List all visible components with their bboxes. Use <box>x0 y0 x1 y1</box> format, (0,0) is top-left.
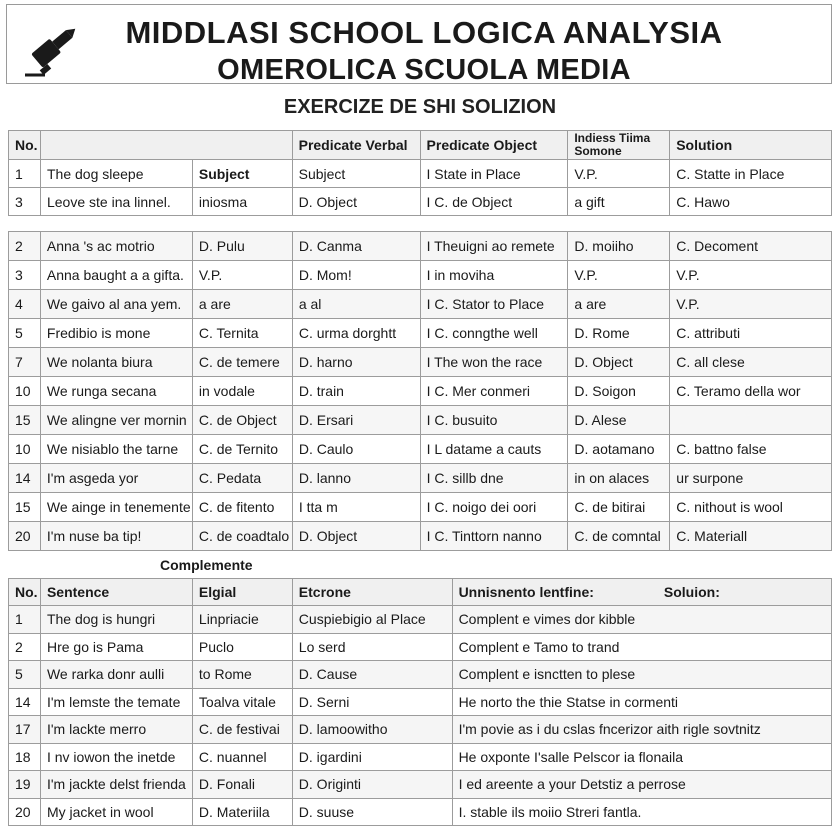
table-cell: D. Cause <box>292 661 452 689</box>
table-row <box>9 188 832 216</box>
table-cell: C. nuannel <box>192 743 292 771</box>
table-cell: We rarka donr aulli <box>40 661 192 689</box>
page-subtitle: EXERCIZE DE SHI SOLIZION <box>283 96 557 118</box>
table-cell: D. aotamano <box>568 435 670 464</box>
column-header: Sentence <box>40 579 192 606</box>
table-cell: D. lanno <box>292 464 420 493</box>
table-cell: 5 <box>9 661 41 689</box>
table-row <box>9 435 832 464</box>
table-cell: I State in Place <box>420 160 568 188</box>
table-cell: I. stable ils moiio Streri fantla. <box>452 798 831 826</box>
table-cell: I'm asgeda yor <box>40 464 192 493</box>
table-cell: V.P. <box>568 160 670 188</box>
table-cell: Cuspiebigio al Place <box>292 606 452 634</box>
table-cell: The dog sleepe <box>40 160 192 188</box>
table-cell: 14 <box>9 688 41 716</box>
table-cell: Lo serd <box>292 633 452 661</box>
table-cell: C. nithout is wool <box>670 493 832 522</box>
table-cell <box>670 406 832 435</box>
page-title: MIDDLASI SCHOOL LOGICA ANALYSIA <box>125 15 723 50</box>
table-row <box>9 232 832 261</box>
table-cell: Hre go is Pama <box>40 633 192 661</box>
table-cell: Complent e isnctten to plese <box>452 661 831 689</box>
table-cell: in vodale <box>192 377 292 406</box>
table-cell: Anna 's ac motrio <box>40 232 192 261</box>
table-cell: a are <box>568 290 670 319</box>
table-row <box>9 522 832 551</box>
table-cell: D. suuse <box>292 798 452 826</box>
table-cell: V.P. <box>670 261 832 290</box>
table-row <box>9 688 832 716</box>
table-cell: 1 <box>9 160 41 188</box>
table-cell: iniosma <box>192 188 292 216</box>
table-cell: Complent e Tamo to trand <box>452 633 831 661</box>
table-cell: C. de coadtalo <box>192 522 292 551</box>
table-cell: C. battno false <box>670 435 832 464</box>
table-cell: I'm lemste the temate <box>40 688 192 716</box>
table-row <box>9 743 832 771</box>
table-row <box>9 771 832 799</box>
table-cell: He norto the thie Statse in cormenti <box>452 688 831 716</box>
table-row <box>9 319 832 348</box>
table-cell: D. lamoowitho <box>292 716 452 744</box>
table-cell: I Theuigni ao remete <box>420 232 568 261</box>
table-row <box>9 716 832 744</box>
table-cell: C. de Ternito <box>192 435 292 464</box>
table-cell: Leove ste ina linnel. <box>40 188 192 216</box>
table-cell: Linpriacie <box>192 606 292 634</box>
table-cell: V.P. <box>192 261 292 290</box>
table-cell: C. Teramo della wor <box>670 377 832 406</box>
table-cell: V.P. <box>670 290 832 319</box>
table-cell: My jacket in wool <box>40 798 192 826</box>
table-cell: I C. conngthe well <box>420 319 568 348</box>
table-cell: D. Originti <box>292 771 452 799</box>
table-cell: 7 <box>9 348 41 377</box>
table-cell: 15 <box>9 493 41 522</box>
table-cell: a al <box>292 290 420 319</box>
title-box <box>6 4 832 84</box>
table-cell: C. de festivai <box>192 716 292 744</box>
table-cell: I C. Tinttorn nanno <box>420 522 568 551</box>
table-cell: 10 <box>9 435 41 464</box>
table-cell: D. igardini <box>292 743 452 771</box>
table-cell: I'm povie as i du cslas fncerizor aith rigle sovtnitz <box>452 716 831 744</box>
column-header: Solution <box>670 131 832 160</box>
table-cell: C. Ternita <box>192 319 292 348</box>
table-cell: 1 <box>9 606 41 634</box>
table-cell: C. Pedata <box>192 464 292 493</box>
table-cell: to Rome <box>192 661 292 689</box>
table-cell: D. Object <box>568 348 670 377</box>
column-header: Indiess Tiima Somone <box>568 131 670 160</box>
column-header: Unnisnento lentfine: Soluion: <box>452 579 831 606</box>
table-cell: D. Object <box>292 522 420 551</box>
table-cell: Subject <box>192 160 292 188</box>
table-cell: C. Materiall <box>670 522 832 551</box>
column-header: Etcrone <box>292 579 452 606</box>
table-cell: I The won the race <box>420 348 568 377</box>
table-row <box>9 406 832 435</box>
table-row <box>9 661 832 689</box>
table-row <box>9 633 832 661</box>
table-cell: I ed areente a your Detstiz a perrose <box>452 771 831 799</box>
table-cell: ur surpone <box>670 464 832 493</box>
table-cell: V.P. <box>568 261 670 290</box>
table-cell: Complent e vimes dor kibble <box>452 606 831 634</box>
table-cell: We alingne ver mornin <box>40 406 192 435</box>
exercise-table-main <box>8 231 832 551</box>
table-row <box>9 160 832 188</box>
table-row <box>9 493 832 522</box>
table-cell: D. harno <box>292 348 420 377</box>
table-cell: 19 <box>9 771 41 799</box>
table-cell: We nolanta biura <box>40 348 192 377</box>
table-cell: C. de fitento <box>192 493 292 522</box>
table-cell: I C. de Object <box>420 188 568 216</box>
table-cell: D. Alese <box>568 406 670 435</box>
table-cell: D. moiiho <box>568 232 670 261</box>
table-cell: D. Object <box>292 188 420 216</box>
table-cell: We ainge in tenemente <box>40 493 192 522</box>
table-cell: I C. Stator to Place <box>420 290 568 319</box>
table-cell: We nisiablo the tarne <box>40 435 192 464</box>
table-cell: D. Soigon <box>568 377 670 406</box>
table-cell: C. urma dorghtt <box>292 319 420 348</box>
column-header: Predicate Object <box>420 131 568 160</box>
table-cell: I in moviha <box>420 261 568 290</box>
table-cell: 4 <box>9 290 41 319</box>
table-cell: 10 <box>9 377 41 406</box>
table-cell: 20 <box>9 798 41 826</box>
table-cell: We runga secana <box>40 377 192 406</box>
table-cell: Toalva vitale <box>192 688 292 716</box>
table-row <box>9 290 832 319</box>
table-cell: D. Materiila <box>192 798 292 826</box>
table-cell: in on alaces <box>568 464 670 493</box>
table-cell: D. Mom! <box>292 261 420 290</box>
complemente-table <box>8 578 832 826</box>
table-cell: I C. Mer conmeri <box>420 377 568 406</box>
table-cell: He oxponte I'salle Pelscor ia flonaila <box>452 743 831 771</box>
page-title-secondary: OMEROLICA SCUOLA MEDIA <box>217 54 631 86</box>
table-cell: 3 <box>9 261 41 290</box>
table-cell: 14 <box>9 464 41 493</box>
table-cell: 2 <box>9 232 41 261</box>
table-cell: C. de temere <box>192 348 292 377</box>
table-cell: C. Decoment <box>670 232 832 261</box>
table-cell: Fredibio is mone <box>40 319 192 348</box>
table-header-row <box>9 579 832 606</box>
table-row <box>9 464 832 493</box>
table-cell: D. train <box>292 377 420 406</box>
table-row <box>9 377 832 406</box>
table-cell: The dog is hungri <box>40 606 192 634</box>
table-cell: Puclo <box>192 633 292 661</box>
table-cell: C. de comntal <box>568 522 670 551</box>
table-row <box>9 261 832 290</box>
table-cell: C. de bitirai <box>568 493 670 522</box>
table-cell: We gaivo al ana yem. <box>40 290 192 319</box>
table-cell: D. Rome <box>568 319 670 348</box>
table-cell: a are <box>192 290 292 319</box>
table-cell: a gift <box>568 188 670 216</box>
table-cell: 15 <box>9 406 41 435</box>
column-header: No. <box>9 579 41 606</box>
table-cell: I'm lackte merro <box>40 716 192 744</box>
column-header <box>40 131 292 160</box>
table-cell: 5 <box>9 319 41 348</box>
table-cell: I nv iowon the inetde <box>40 743 192 771</box>
table-cell: Anna baught a a gifta. <box>40 261 192 290</box>
table-cell: D. Caulo <box>292 435 420 464</box>
table-cell: C. de Object <box>192 406 292 435</box>
table-cell: C. attributi <box>670 319 832 348</box>
table-cell: I C. sillb dne <box>420 464 568 493</box>
exercise-table-top <box>8 130 832 216</box>
table-cell: C. Statte in Place <box>670 160 832 188</box>
column-header: No. <box>9 131 41 160</box>
table-cell: C. Hawo <box>670 188 832 216</box>
table-cell: D. Serni <box>292 688 452 716</box>
column-header: Predicate Verbal <box>292 131 420 160</box>
table-cell: 2 <box>9 633 41 661</box>
table-cell: I L datame a cauts <box>420 435 568 464</box>
section-label: Complemente <box>160 557 253 573</box>
table-row <box>9 348 832 377</box>
table-cell: D. Canma <box>292 232 420 261</box>
table-cell: I'm nuse ba tip! <box>40 522 192 551</box>
table-header-row <box>9 131 832 160</box>
table-cell: C. all clese <box>670 348 832 377</box>
table-cell: I C. noigo dei oori <box>420 493 568 522</box>
table-cell: I'm jackte delst frienda <box>40 771 192 799</box>
column-header: Elgial <box>192 579 292 606</box>
table-cell: D. Fonali <box>192 771 292 799</box>
table-cell: 3 <box>9 188 41 216</box>
table-cell: 18 <box>9 743 41 771</box>
table-cell: I tta m <box>292 493 420 522</box>
table-row <box>9 606 832 634</box>
table-row <box>9 798 832 826</box>
table-cell: I C. busuito <box>420 406 568 435</box>
table-cell: Subject <box>292 160 420 188</box>
table-cell: D. Pulu <box>192 232 292 261</box>
table-cell: 17 <box>9 716 41 744</box>
table-cell: D. Ersari <box>292 406 420 435</box>
table-cell: 20 <box>9 522 41 551</box>
